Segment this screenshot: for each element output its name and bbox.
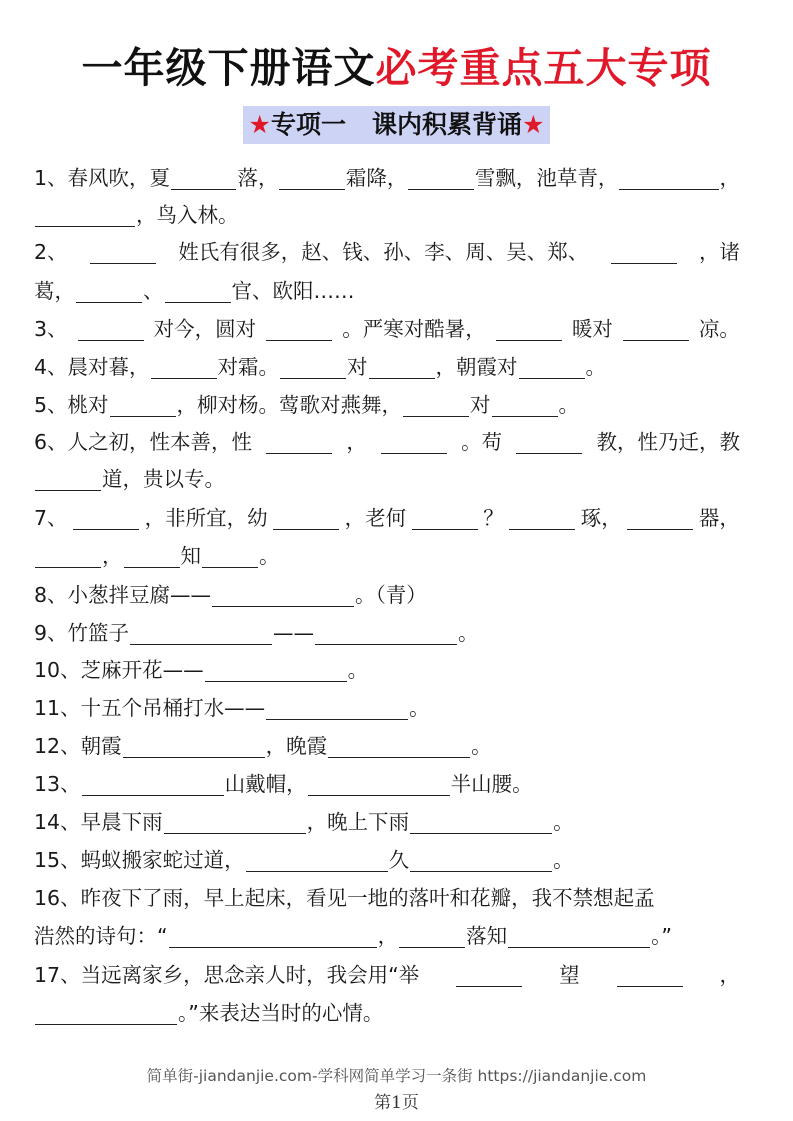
answer-blank[interactable] xyxy=(280,356,346,379)
answer-blank[interactable] xyxy=(408,167,473,190)
star-icon-right: ★ xyxy=(522,110,545,139)
answer-blank[interactable] xyxy=(246,849,388,872)
question-6-line-1: 6、人之初，性本善，性 ， 。苟 教，性乃迁，教 xyxy=(34,430,740,454)
answer-blank[interactable] xyxy=(315,622,457,645)
answer-blank[interactable] xyxy=(403,394,469,417)
question-12: 12、朝霞 ，晚霞 。 xyxy=(34,734,492,758)
answer-blank[interactable] xyxy=(78,318,144,341)
question-9: 9、竹篮子 —— 。 xyxy=(34,621,479,645)
page-title-grade: 一年级下册语文 xyxy=(81,44,376,92)
answer-blank[interactable] xyxy=(266,697,408,720)
answer-blank[interactable] xyxy=(611,241,677,264)
answer-blank[interactable] xyxy=(151,356,217,379)
answer-blank[interactable] xyxy=(130,622,272,645)
question-4: 4、晨对暮， 对霜。 对 ，朝霞对 。 xyxy=(34,355,607,379)
question-1-line-1: 1、春风吹，夏 落， 霜降， 雪飘，池草青， ， xyxy=(34,166,740,190)
section-heading xyxy=(243,106,551,144)
answer-blank[interactable] xyxy=(369,356,435,379)
answer-blank[interactable] xyxy=(202,545,258,568)
question-2-line-1: 2、 姓氏有很多，赵、钱、孙、李、周、吴、郑、 ，诸 xyxy=(34,240,740,264)
answer-blank[interactable] xyxy=(399,925,465,948)
answer-blank[interactable] xyxy=(35,204,135,227)
question-3: 3、 对今，圆对 。严寒对酷暑， 暖对 凉。 xyxy=(34,317,740,341)
answer-blank[interactable] xyxy=(627,507,693,530)
answer-blank[interactable] xyxy=(82,773,224,796)
question-1-line-2: ，鸟入林。 xyxy=(34,197,740,233)
answer-blank[interactable] xyxy=(164,811,306,834)
answer-blank[interactable] xyxy=(266,431,332,454)
answer-blank[interactable] xyxy=(124,545,180,568)
question-10: 10、芝麻开花—— 。 xyxy=(34,658,369,682)
question-7-line-1: 7、 ，非所宜，幼 ，老何 ？ 琢， 器， xyxy=(34,506,740,530)
answer-blank[interactable] xyxy=(519,356,585,379)
answer-blank[interactable] xyxy=(381,431,447,454)
question-5: 5、桃对 ，柳对杨。莺歌对燕舞， 对 。 xyxy=(34,393,580,417)
question-13: 13、 山戴帽， 半山腰。 xyxy=(34,772,533,796)
answer-blank[interactable] xyxy=(35,1002,177,1025)
answer-blank[interactable] xyxy=(328,735,470,758)
page-title-highlight: 必考重点五大专项 xyxy=(375,44,712,92)
answer-blank[interactable] xyxy=(169,925,377,948)
answer-blank[interactable] xyxy=(110,394,176,417)
question-7-line-2: ， 知 。 xyxy=(34,538,740,574)
question-6-line-2: 道，贵以专。 xyxy=(34,461,740,497)
page-number: 第1页 xyxy=(374,1093,419,1113)
question-11: 11、十五个吊桶打水—— 。 xyxy=(34,696,430,720)
answer-blank[interactable] xyxy=(212,584,354,607)
answer-blank[interactable] xyxy=(266,318,332,341)
question-17-line-1: 17、当远离家乡，思念亲人时，我会用“举 望 ， xyxy=(34,963,740,987)
answer-blank[interactable] xyxy=(410,811,552,834)
answer-blank[interactable] xyxy=(308,773,450,796)
section-heading-text: 专项一 课内积累背诵 xyxy=(270,110,523,139)
answer-blank[interactable] xyxy=(456,964,522,987)
answer-blank[interactable] xyxy=(508,925,650,948)
section-heading-wrap xyxy=(0,106,793,144)
answer-blank[interactable] xyxy=(492,394,558,417)
page-title xyxy=(0,40,793,96)
answer-blank[interactable] xyxy=(76,280,142,303)
footer-watermark-link[interactable]: 简单街-jiandanjie.com-学科网简单学习一条街 https://jiandanjie.com xyxy=(146,1067,647,1085)
answer-blank[interactable] xyxy=(619,167,718,190)
answer-blank[interactable] xyxy=(35,545,101,568)
answer-blank[interactable] xyxy=(617,964,683,987)
question-16-line-1: 16、昨夜下了雨，早上起床，看见一地的落叶和花瓣，我不禁想起孟 xyxy=(34,886,655,910)
answer-blank[interactable] xyxy=(496,318,562,341)
question-15: 15、蚂蚁搬家蛇过道， 久 。 xyxy=(34,848,574,872)
answer-blank[interactable] xyxy=(171,167,236,190)
question-2-line-2: 葛， 、 官、欧阳…… xyxy=(34,279,355,303)
answer-blank[interactable] xyxy=(205,659,347,682)
question-14: 14、早晨下雨 ，晚上下雨 。 xyxy=(34,810,574,834)
answer-blank[interactable] xyxy=(410,849,552,872)
star-icon-left: ★ xyxy=(248,110,271,139)
answer-blank[interactable] xyxy=(509,507,575,530)
answer-blank[interactable] xyxy=(90,241,156,264)
question-17-line-2: 。”来表达当时的心情。 xyxy=(34,995,740,1031)
answer-blank[interactable] xyxy=(35,468,101,491)
answer-blank[interactable] xyxy=(516,431,582,454)
question-8: 8、小葱拌豆腐—— 。（青） xyxy=(34,583,427,607)
answer-blank[interactable] xyxy=(73,507,139,530)
answer-blank[interactable] xyxy=(165,280,231,303)
answer-blank[interactable] xyxy=(623,318,689,341)
question-16-line-2: 浩然的诗句：“ ， 落知 。” xyxy=(34,924,672,948)
answer-blank[interactable] xyxy=(279,167,344,190)
answer-blank[interactable] xyxy=(123,735,265,758)
answer-blank[interactable] xyxy=(412,507,478,530)
answer-blank[interactable] xyxy=(273,507,339,530)
